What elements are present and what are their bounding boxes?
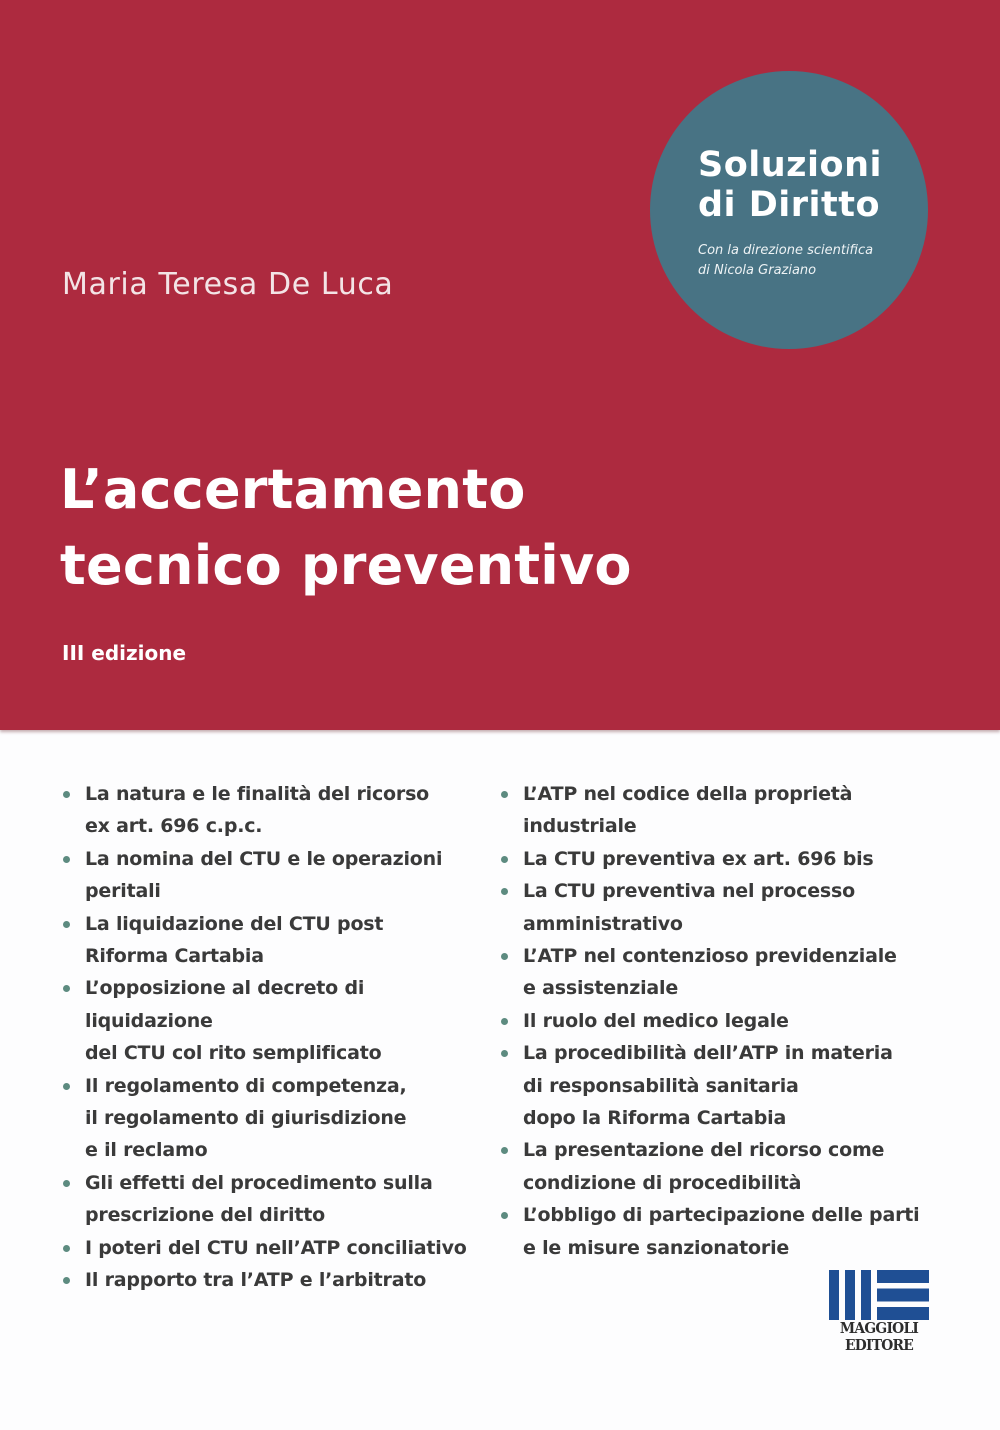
series-direction-line2: di Nicola Graziano [698,263,817,278]
topic-item-line: L’obbligo di partecipazione delle parti [523,1204,920,1227]
topic-item [62,908,482,973]
topic-item-line: La procedibilità dell’ATP in materia [523,1042,893,1065]
series-title-line1: Soluzioni [698,145,882,185]
topic-item-line: condizione di procedibilità [523,1171,802,1194]
bullet-icon [501,1018,508,1025]
publisher-name [830,1320,928,1354]
topic-item-line: La liquidazione del CTU post [85,912,384,935]
topic-item-line: del CTU col rito semplificato [85,1042,382,1065]
topic-item [500,778,940,843]
topic-item-line: Il ruolo del medico legale [523,1009,789,1032]
topic-item-line: L’ATP nel codice della proprietà [523,783,853,805]
topic-item [62,972,482,1069]
topic-item [62,1070,482,1167]
topic-item-line: Riforma Cartabia [85,945,264,968]
topic-item [500,1037,940,1134]
book-title [60,452,632,604]
bullet-icon [501,1147,508,1154]
edition-label: III edizione [62,641,187,665]
topic-item [62,1167,482,1232]
bullet-icon [63,1245,70,1252]
publisher-name-line2: EDITORE [844,1336,914,1354]
bullet-icon [63,1277,70,1284]
topic-item-line: L’ATP nel contenzioso previdenziale [523,945,897,968]
topic-item [500,1005,940,1037]
topic-item-line: La CTU preventiva ex art. 696 bis [523,847,874,870]
topic-item [500,843,940,875]
bullet-icon [63,921,70,928]
author-name: Maria Teresa De Luca [62,267,394,302]
topic-item-line: il regolamento di giurisdizione [85,1107,407,1130]
topic-item-line: La presentazione del ricorso come [523,1139,885,1162]
topics-list-right [500,778,940,1264]
bullet-icon [501,856,508,863]
topic-item-line: peritali [85,880,161,903]
topic-item-line: La nomina del CTU e le operazioni [85,847,443,870]
topic-item [500,1199,940,1264]
bullet-icon [501,953,508,960]
topic-item-line: e il reclamo [85,1139,208,1162]
topic-item [62,1232,482,1264]
series-badge [650,71,928,349]
bullet-icon [501,1212,508,1219]
topic-item [500,940,940,1005]
topic-item-line: amministrativo [523,912,683,935]
bullet-icon [501,791,508,798]
topic-item-line: dopo la Riforma Cartabia [523,1107,787,1130]
topic-item-line: ex art. 696 c.p.c. [85,815,263,838]
topic-item-line: Il rapporto tra l’ATP e l’arbitrato [85,1269,427,1292]
book-title-line1: L’accertamento [60,458,526,521]
bullet-icon [63,985,70,992]
publisher-logo [826,1270,932,1360]
bullet-icon [501,888,508,895]
topic-item-line: e le misure sanzionatorie [523,1236,790,1259]
topic-item-line: di responsabilità sanitaria [523,1074,799,1097]
bullet-icon [63,856,70,863]
topic-item-line: e assistenziale [523,977,679,1000]
publisher-name-line1: MAGGIOLI [839,1319,919,1337]
bullet-icon [63,1083,70,1090]
topic-item-line: Gli effetti del procedimento sulla [85,1171,433,1194]
topic-item-line: prescrizione del diritto [85,1204,325,1227]
topic-item [500,875,940,940]
maggioli-m-bars-icon [829,1270,929,1320]
topics-list-left [62,778,482,1297]
topic-item-line: L’opposizione al decreto di liquidazione [85,977,365,1032]
topic-item [62,1264,482,1296]
topic-item-line: I poteri del CTU nell’ATP conciliativo [85,1236,467,1259]
topic-item-line: Il regolamento di competenza, [85,1074,407,1097]
topic-item-line: La natura e le finalità del ricorso [85,783,430,805]
series-direction-line1: Con la direzione scientifica [698,243,874,258]
book-title-line2: tecnico preventivo [60,534,632,597]
topic-item [62,843,482,908]
series-title-line2: di Diritto [698,185,881,225]
bullet-icon [63,1180,70,1187]
bullet-icon [63,791,70,798]
topic-item [500,1134,940,1199]
bullet-icon [501,1050,508,1057]
topic-item [62,778,482,843]
series-title [698,145,882,225]
topic-item-line: La CTU preventiva nel processo [523,880,855,903]
series-direction [698,241,873,281]
topic-item-line: industriale [523,815,637,838]
